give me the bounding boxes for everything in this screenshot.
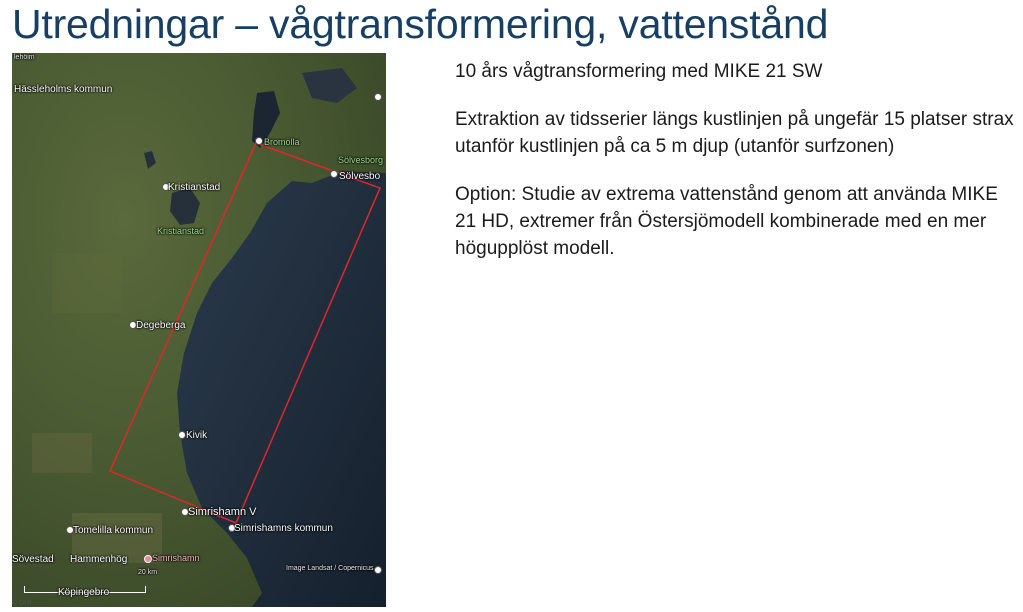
satellite-map	[12, 53, 386, 607]
slide-body	[455, 58, 1020, 283]
paragraph-option: Option: Studie av extrema vattenstånd genom att använda MIKE 21 HD, extremer från Östersjömodell kombinerade med en mer högupplöst modell.	[455, 184, 998, 259]
label-tomelilla: Tomelilla kommun	[73, 525, 154, 536]
label-kivik: Kivik	[186, 430, 208, 441]
field-patch-c	[52, 253, 122, 313]
label-degeberga: Degeberga	[136, 320, 186, 331]
copyright-footer: © DHI	[12, 600, 32, 607]
label-sovestad: Sövestad	[12, 554, 54, 565]
label-simrishamn-v: Simrishamn V	[188, 506, 257, 518]
image-credit: Image Landsat / Copernicus	[286, 565, 374, 572]
paragraph-extraction: Extraktion av tidsserier längs kustlinjen på ungefär 15 platser strax utanför kustlinjen på ca 5 m djup (utanför surfzonen)	[455, 109, 1014, 157]
label-kopingebro: Köpingebro	[58, 587, 110, 598]
label-top-left: lehöim	[14, 54, 35, 61]
label-kristianstad-green: Kristianstad	[157, 226, 205, 236]
scale-text: 20 km	[138, 569, 158, 576]
pin-bromolla	[255, 137, 263, 145]
pin-simrishamn-pink	[144, 555, 152, 563]
pin-northeast	[374, 93, 382, 101]
pin-southeast	[374, 566, 382, 574]
label-solvesborg: Sölvesbo	[339, 171, 381, 182]
label-solvesborg-green: Sölvesborg	[338, 155, 384, 165]
label-hammenhog: Hammenhög	[70, 554, 128, 565]
label-bromolla: Bromölla	[264, 137, 300, 147]
pin-kivik	[178, 431, 186, 439]
paragraph-wave-model: 10 års vågtransformering med MIKE 21 SW	[455, 61, 823, 82]
pin-solvesborg	[330, 170, 338, 178]
slide-title: Utredningar – vågtransformering, vattenstånd	[12, 1, 829, 47]
label-simrishamns-kommun: Simrishamns kommun	[234, 523, 333, 534]
label-kristianstad: Kristianstad	[168, 182, 221, 193]
field-patch-a	[32, 433, 92, 473]
label-simrishamn-pink: Simrishamn	[152, 553, 200, 563]
label-hassleholm: Hässleholms kommun	[14, 84, 113, 95]
